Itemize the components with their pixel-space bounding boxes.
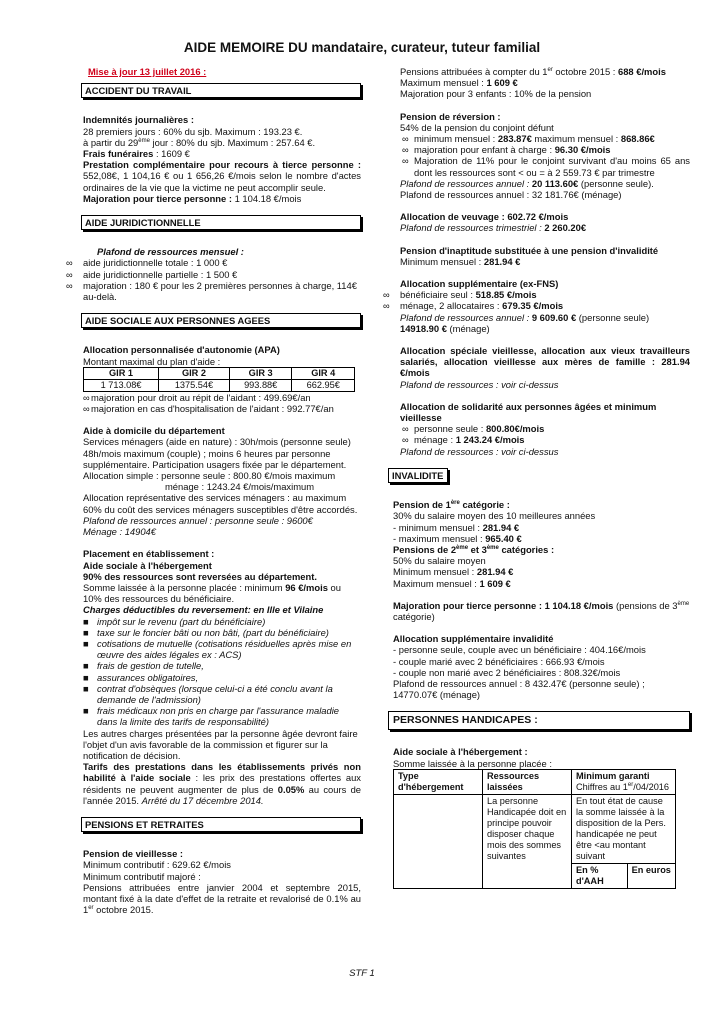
reversion-title: Pension de réversion : [400, 110, 501, 122]
asfns-title: Allocation supplémentaire (ex-FNS) [400, 278, 559, 290]
asv-title: Allocation spéciale vieillesse, allocation aux vieux travailleurs salariés, allocation vieillesse aux mères de famille : 281.94 €/mois [400, 345, 690, 379]
section-header-aide-juridictionnelle: AIDE JURIDICTIONNELLE [81, 215, 361, 230]
reversion-plafond: Plafond de ressources annuel : 32 181.76€ (ménage) [400, 189, 622, 201]
table-cell: La personne Handicapée doit en principe pouvoir disposer chaque mois des sommes suivantes [483, 794, 572, 888]
tarifs-prestations: Tarifs des prestations dans les établissements privés non habilité à l'aide sociale : les prix des prestations offertes aux résidents ne peuvent augmenter de plus de 0.05% au cours de l'année 2015. Arrêté du 17 décembre 2014. [83, 761, 361, 806]
autres-charges: Les autres charges présentées par la personne âgée devront faire l'objet d'un avis favorable de la commission et figurer sur la notification de décision. [83, 727, 358, 761]
square-bullet-icon: ■ [83, 660, 89, 672]
table-header: Type d'hébergement [394, 769, 483, 794]
dom-text: Allocation simple : personne seule : 800.80 €/mois maximum [83, 470, 336, 482]
bullet-icon: ∞ [66, 257, 73, 269]
table-cell: En tout état de cause la somme laissée à la disposition de la Pers. handicapée ne peut être <au montant suivant [572, 794, 676, 863]
gir-header: GIR 2 [159, 367, 230, 379]
bullet-icon: ∞ [83, 391, 90, 403]
bullet-icon: ∞ [383, 289, 390, 301]
dom-title: Aide à domicile du département [83, 425, 225, 437]
asi-title: Allocation supplémentaire invalidité [393, 633, 554, 645]
inv-cat2-title: Pensions de 2ème et 3ème catégories : [393, 543, 555, 555]
inv-cat1-title: Pension de 1ère catégorie : [393, 499, 510, 511]
square-bullet-icon: ■ [83, 615, 89, 627]
inv-text: - maximum mensuel : 965.40 € [393, 532, 522, 544]
inaptitude-title: Pension d'inaptitude substituée à une pension d'invalidité [400, 244, 659, 256]
reversion-plafond: Plafond de ressources annuel : 20 113.60€ (personne seule). [400, 177, 654, 189]
bullet-icon: ∞ [402, 133, 409, 145]
veuvage-plafond: Plafond de ressources trimestriel : 2 260.20€ [400, 222, 587, 234]
inv-text: 50% du salaire moyen [393, 555, 486, 567]
section-header-accident-travail: ACCIDENT DU TRAVAIL [81, 83, 361, 98]
list-item: ■ contrat d'obsèques (lorsque celui-ci a été conclu avant la demande de l'admission) [83, 682, 333, 705]
solidarite-plafond: Plafond de ressources : voir ci-dessus [400, 445, 559, 457]
bullet-icon: ∞ [402, 144, 409, 156]
square-bullet-icon: ■ [83, 682, 89, 694]
document-title: AIDE MEMOIRE DU mandataire, curateur, tuteur familial [183, 40, 541, 55]
asfns-plafond: Plafond de ressources annuel : 9 609.60 € (personne seule) 14918.90 € (ménage) [400, 311, 650, 334]
apa-plan: Montant maximal du plan d'aide : [83, 355, 221, 367]
list-item: ∞ ménage, 2 allocataires : 679.35 €/mois [383, 300, 564, 312]
veuvage-title: Allocation de veuvage : 602.72 €/mois [400, 211, 569, 223]
list-item: ■ frais de gestion de tutelle, [83, 660, 204, 672]
list-item: ∞ ménage : 1 243.24 €/mois [402, 434, 525, 446]
bullet-icon: ∞ [402, 423, 409, 435]
bullet-icon: ∞ [402, 434, 409, 446]
table-cell [394, 794, 483, 888]
list-item: ∞ personne seule : 800.80€/mois [402, 423, 545, 435]
table-cell: En euros [627, 863, 675, 888]
list-item: ∞ majoration pour droit au répit de l'aidant : 499.69€/an [83, 391, 311, 403]
table-header: Minimum garanti Chiffres au 1er/04/2016 [572, 769, 676, 794]
placement-90: 90% des ressources sont reversées au département. [83, 570, 317, 582]
gir-value: 1 713.08€ [84, 379, 159, 391]
pv-text: Minimum contributif : 629.62 €/mois [83, 859, 231, 871]
frais-funeraires: Frais funéraires : 1609 € [83, 148, 190, 160]
asi-text: - couple marié avec 2 bénéficiaires : 666.93 €/mois [393, 655, 605, 667]
inv-text: Maximum mensuel : 1 609 € [393, 577, 511, 589]
ij-title: Indemnités journalières : [83, 114, 194, 126]
gir-header: GIR 4 [292, 367, 355, 379]
list-item: ■ taxe sur le foncier bâti ou non bâti, (part du bénéficiaire) [83, 626, 329, 638]
ij-line-2: à partir du 29ème jour : 80% du sjb. Maximum : 257.64 €. [83, 136, 316, 148]
gir-value: 993.88€ [229, 379, 292, 391]
placement-min: Somme laissée à la personne placée : minimum 96 €/mois ou 10% des ressources du bénéficiaire. [83, 581, 341, 605]
bullet-icon: ∞ [383, 300, 390, 312]
bullet-icon: ∞ [402, 155, 409, 167]
list-item: ∞ Majoration de 11% pour le conjoint survivant d'au moins 65 ans dont les ressources sont < ou = à 2 559.73 € par trimestre [402, 155, 690, 178]
reversion-text: 54% de la pension du conjoint défunt [400, 121, 554, 133]
gir-value: 1375.54€ [159, 379, 230, 391]
list-item: ∞ majoration : 180 € pour les 2 premières personnes à charge, 114€ au-delà. [66, 279, 357, 303]
list-item: ■ frais médicaux non pris en charge par l'assurance maladie dans la limite des tarifs de responsabilité) [83, 705, 340, 728]
list-item: ∞ aide juridictionnelle totale : 1 000 € [66, 257, 228, 269]
inv-text: Minimum mensuel : 281.94 € [393, 566, 514, 578]
asi-text: Plafond de ressources annuel : 8 432.47€ (personne seule) ; 14770.07€ (ménage) [393, 677, 645, 701]
inv-mtp: Majoration pour tierce personne : 1 104.18 €/mois (pensions de 3ème catégorie) [393, 599, 690, 622]
ij-line-1: 28 premiers jours : 60% du sjb. Maximum : 193.23 €. [83, 125, 303, 137]
inaptitude-min: Minimum mensuel : 281.94 € [400, 255, 521, 267]
asi-text: - couple non marié avec 2 bénéficiaires : 808.32€/mois [393, 666, 621, 678]
pv-text: Majoration pour 3 enfants : 10% de la pension [400, 88, 592, 100]
inv-text: - minimum mensuel : 281.94 € [393, 521, 520, 533]
page-footer: STF 1 [349, 968, 375, 979]
gir-value: 662.95€ [292, 379, 355, 391]
table-header: Ressources laissées [483, 769, 572, 794]
section-header-personnes-agees: AIDE SOCIALE AUX PERSONNES AGEES [81, 313, 361, 328]
apa-title: Allocation personnalisée d'autonomie (APA) [83, 344, 280, 356]
placement-title: Placement en établissement : [83, 548, 215, 560]
list-item: ∞ bénéficiaire seul : 518.85 €/mois [383, 289, 537, 301]
gir-header: GIR 1 [84, 367, 159, 379]
list-item: ∞ minimum mensuel : 283.87€ maximum mensuel : 868.86€ [402, 133, 655, 145]
solidarite-title: Allocation de solidarité aux personnes âgées et minimum vieillesse [400, 400, 657, 424]
ash-sub: Somme laissée à la personne placée : [393, 757, 552, 769]
pv-text: Minimum contributif majoré : [83, 870, 201, 882]
square-bullet-icon: ■ [83, 626, 89, 638]
asi-text: - personne seule, couple avec un bénéficiaire : 404.16€/mois [393, 644, 646, 656]
aj-plafond: Plafond de ressources mensuel : [97, 246, 244, 258]
list-item: ■ assurances obligatoires, [83, 671, 199, 683]
list-item: ■ impôt sur le revenu (part du bénéficiaire) [83, 615, 266, 627]
square-bullet-icon: ■ [83, 637, 89, 649]
gir-table [83, 367, 355, 392]
handicap-table [393, 769, 676, 889]
ash-title: Aide sociale à l'hébergement : [393, 746, 528, 758]
placement-sub: Aide sociale à l'hébergement [83, 559, 212, 571]
dom-text: Services ménagers (aide en nature) : 30h/mois (personne seule) 48h/mois maximum (couple) ; moins 6 heures par personne supplémentaire. Participation usagers fixée par le département. [83, 436, 351, 470]
bullet-icon: ∞ [83, 403, 90, 415]
majoration-tierce-personne: Majoration pour tierce personne : 1 104.18 €/mois [83, 192, 302, 204]
inv-text: 30% du salaire moyen des 10 meilleures années [393, 510, 596, 522]
section-header-personnes-handicapes: PERSONNES HANDICAPES : [388, 711, 690, 730]
left-column [66, 66, 361, 916]
pv-title: Pension de vieillesse : [83, 848, 184, 860]
bullet-icon: ∞ [66, 268, 73, 280]
pv-text: Maximum mensuel : 1 609 € [400, 77, 518, 89]
charges-title: Charges déductibles du reversement: en Ille et Vilaine [83, 604, 324, 616]
list-item: ■ cotisations de mutuelle (cotisations résiduelles après mise en œuvre des aides légales ex : ACS) [83, 637, 352, 661]
square-bullet-icon: ■ [83, 671, 89, 683]
section-header-invalidite: INVALIDITE [388, 468, 448, 483]
list-item: ∞ majoration pour enfant à charge : 96.30 €/mois [402, 144, 611, 156]
dom-plafond: Ménage : 14904€ [83, 526, 156, 538]
section-header-pensions-retraites: PENSIONS ET RETRAITES [81, 817, 361, 832]
table-cell: En % d'AAH [572, 863, 628, 888]
list-item: ∞ majoration en cas d'hospitalisation de l'aidant : 992.77€/an [83, 403, 334, 415]
asv-plafond: Plafond de ressources : voir ci-dessus [400, 378, 559, 390]
prestation-complementaire: Prestation complémentaire pour recours à tierce personne : 552,08€, 1 104,16 € ou 1 656,26 €/mois selon le nombre d'actes ordinaires de la vie que la victime ne peut accomplir seule. [83, 159, 361, 193]
list-item: ∞ aide juridictionnelle partielle : 1 500 € [66, 268, 238, 280]
right-column [383, 66, 690, 889]
dom-text: Allocation représentative des services ménagers : au maximum 60% du coût des services ménagers susceptibles d'être accordés. [83, 492, 358, 515]
square-bullet-icon: ■ [83, 705, 89, 717]
dom-text: ménage : 1243.24 €/mois/maximum [165, 481, 315, 493]
bullet-icon: ∞ [66, 279, 73, 291]
dom-plafond: Plafond de ressources annuel : personne seule : 9600€ [83, 514, 313, 526]
pv-text: Pensions attribuées à compter du 1er octobre 2015 : 688 €/mois [400, 66, 666, 77]
pv-text: Pensions attribuées entre janvier 2004 et septembre 2015, montant fixé à la date d'effet de la retraite et revalorisé de 0.1% au 1er octobre 2015. [83, 881, 361, 916]
gir-header: GIR 3 [229, 367, 292, 379]
update-date: Mise à jour 13 juillet 2016 : [88, 66, 207, 77]
